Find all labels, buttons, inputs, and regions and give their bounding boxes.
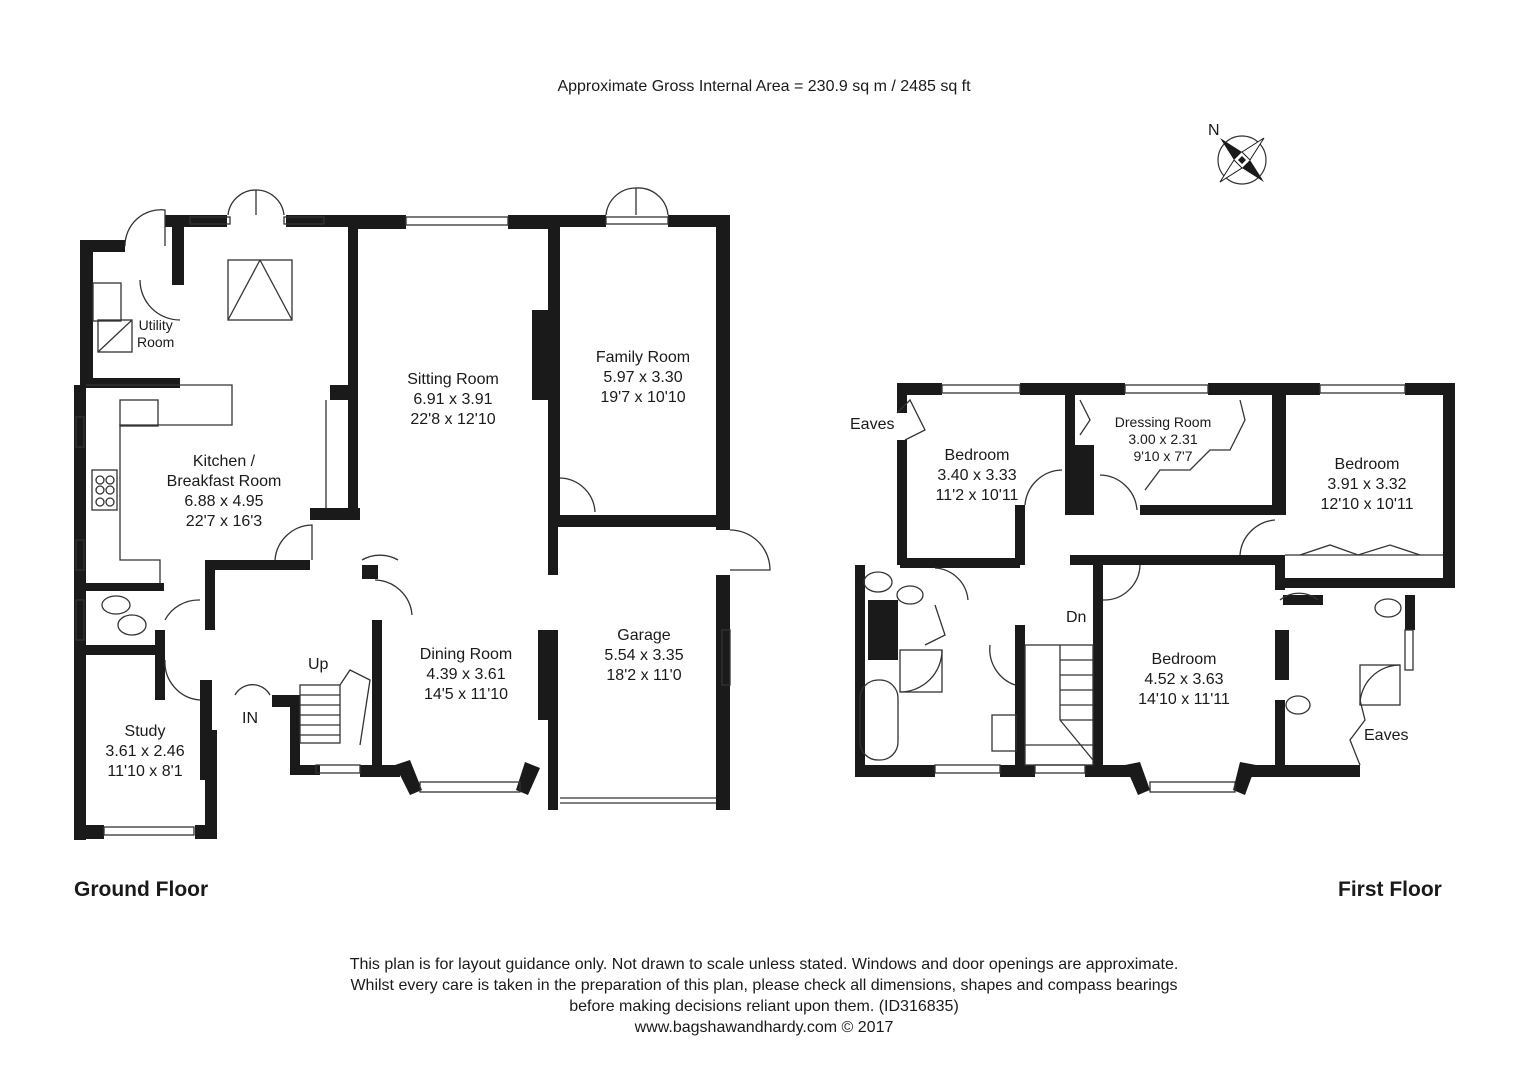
room-metric: 3.40 x 3.33 [937,467,1017,484]
room-study [105,722,184,782]
room-name: Kitchen / Breakfast Room [166,453,282,490]
disclaimer-line-2: Whilst every care is taken in the preparation of this plan, please check all dimensions, shapes and compass bearings [350,977,1178,994]
room-name: Bedroom [1334,456,1400,473]
gross-internal-area: Approximate Gross Internal Area = 230.9 sq m / 2485 sq ft [557,78,971,95]
room-family [596,348,690,408]
room-kitchen [167,452,282,532]
room-metric: 6.91 x 3.91 [413,391,493,408]
room-imperial: 18'2 x 11'0 [606,667,682,684]
room-garage [604,626,683,686]
stairs-down-label: Dn [1066,609,1087,626]
stairs-up-label: Up [308,656,329,673]
room-metric: 3.00 x 2.31 [1128,431,1198,447]
room-name: Bedroom [1151,651,1217,668]
room-name: Garage [617,627,671,644]
room-imperial: 9'10 x 7'7 [1133,448,1193,464]
room-imperial: 22'8 x 12'10 [410,411,496,428]
first-floor-label: First Floor [1338,878,1442,901]
room-bedroom-1 [936,446,1019,506]
room-imperial: 22'7 x 16'3 [185,513,263,530]
room-imperial: 14'10 x 11'11 [1138,691,1230,708]
room-metric: 3.61 x 2.46 [105,743,185,760]
room-imperial: 12'10 x 10'11 [1320,496,1414,513]
compass-rose-icon [1218,136,1266,184]
room-metric: 3.91 x 3.32 [1327,476,1407,493]
room-bedroom-2 [1321,455,1414,515]
room-metric: 5.54 x 3.35 [604,647,684,664]
room-metric: 4.39 x 3.61 [426,666,506,683]
room-name: Bedroom [944,447,1010,464]
room-metric: 4.52 x 3.63 [1144,671,1224,688]
room-name: Family Room [595,349,691,366]
room-dressing [1115,414,1211,465]
eaves-label-left: Eaves [850,416,895,433]
eaves-label-right: Eaves [1364,727,1409,744]
room-name: Dressing Room [1114,414,1212,430]
ground-floor-label: Ground Floor [74,878,209,901]
room-sitting [407,370,499,430]
room-dining [420,645,512,705]
entrance-label: IN [242,710,258,727]
room-imperial: 11'2 x 10'11 [935,487,1019,504]
room-bedroom-3 [1138,650,1230,710]
disclaimer-line-1: This plan is for layout guidance only. Not drawn to scale unless stated. Windows and door openings are approximate. [349,956,1179,973]
disclaimer-line-3: before making decisions reliant upon them. (ID316835) [569,998,959,1015]
room-name: Study [124,723,166,740]
compass-north-label: N [1208,122,1220,139]
room-imperial: 14'5 x 11'10 [423,686,509,703]
room-metric: 6.88 x 4.95 [184,493,264,510]
room-name: Sitting Room [407,371,499,388]
room-imperial: 19'7 x 10'10 [600,389,686,406]
room-metric: 5.97 x 3.30 [603,369,683,386]
room-utility-name: Utility Room [137,317,175,350]
website-copyright: www.bagshawandhardy.com © 2017 [634,1019,894,1036]
disclaimer [0,954,1528,1038]
room-name: Dining Room [419,646,513,663]
room-imperial: 11'10 x 8'1 [107,763,183,780]
